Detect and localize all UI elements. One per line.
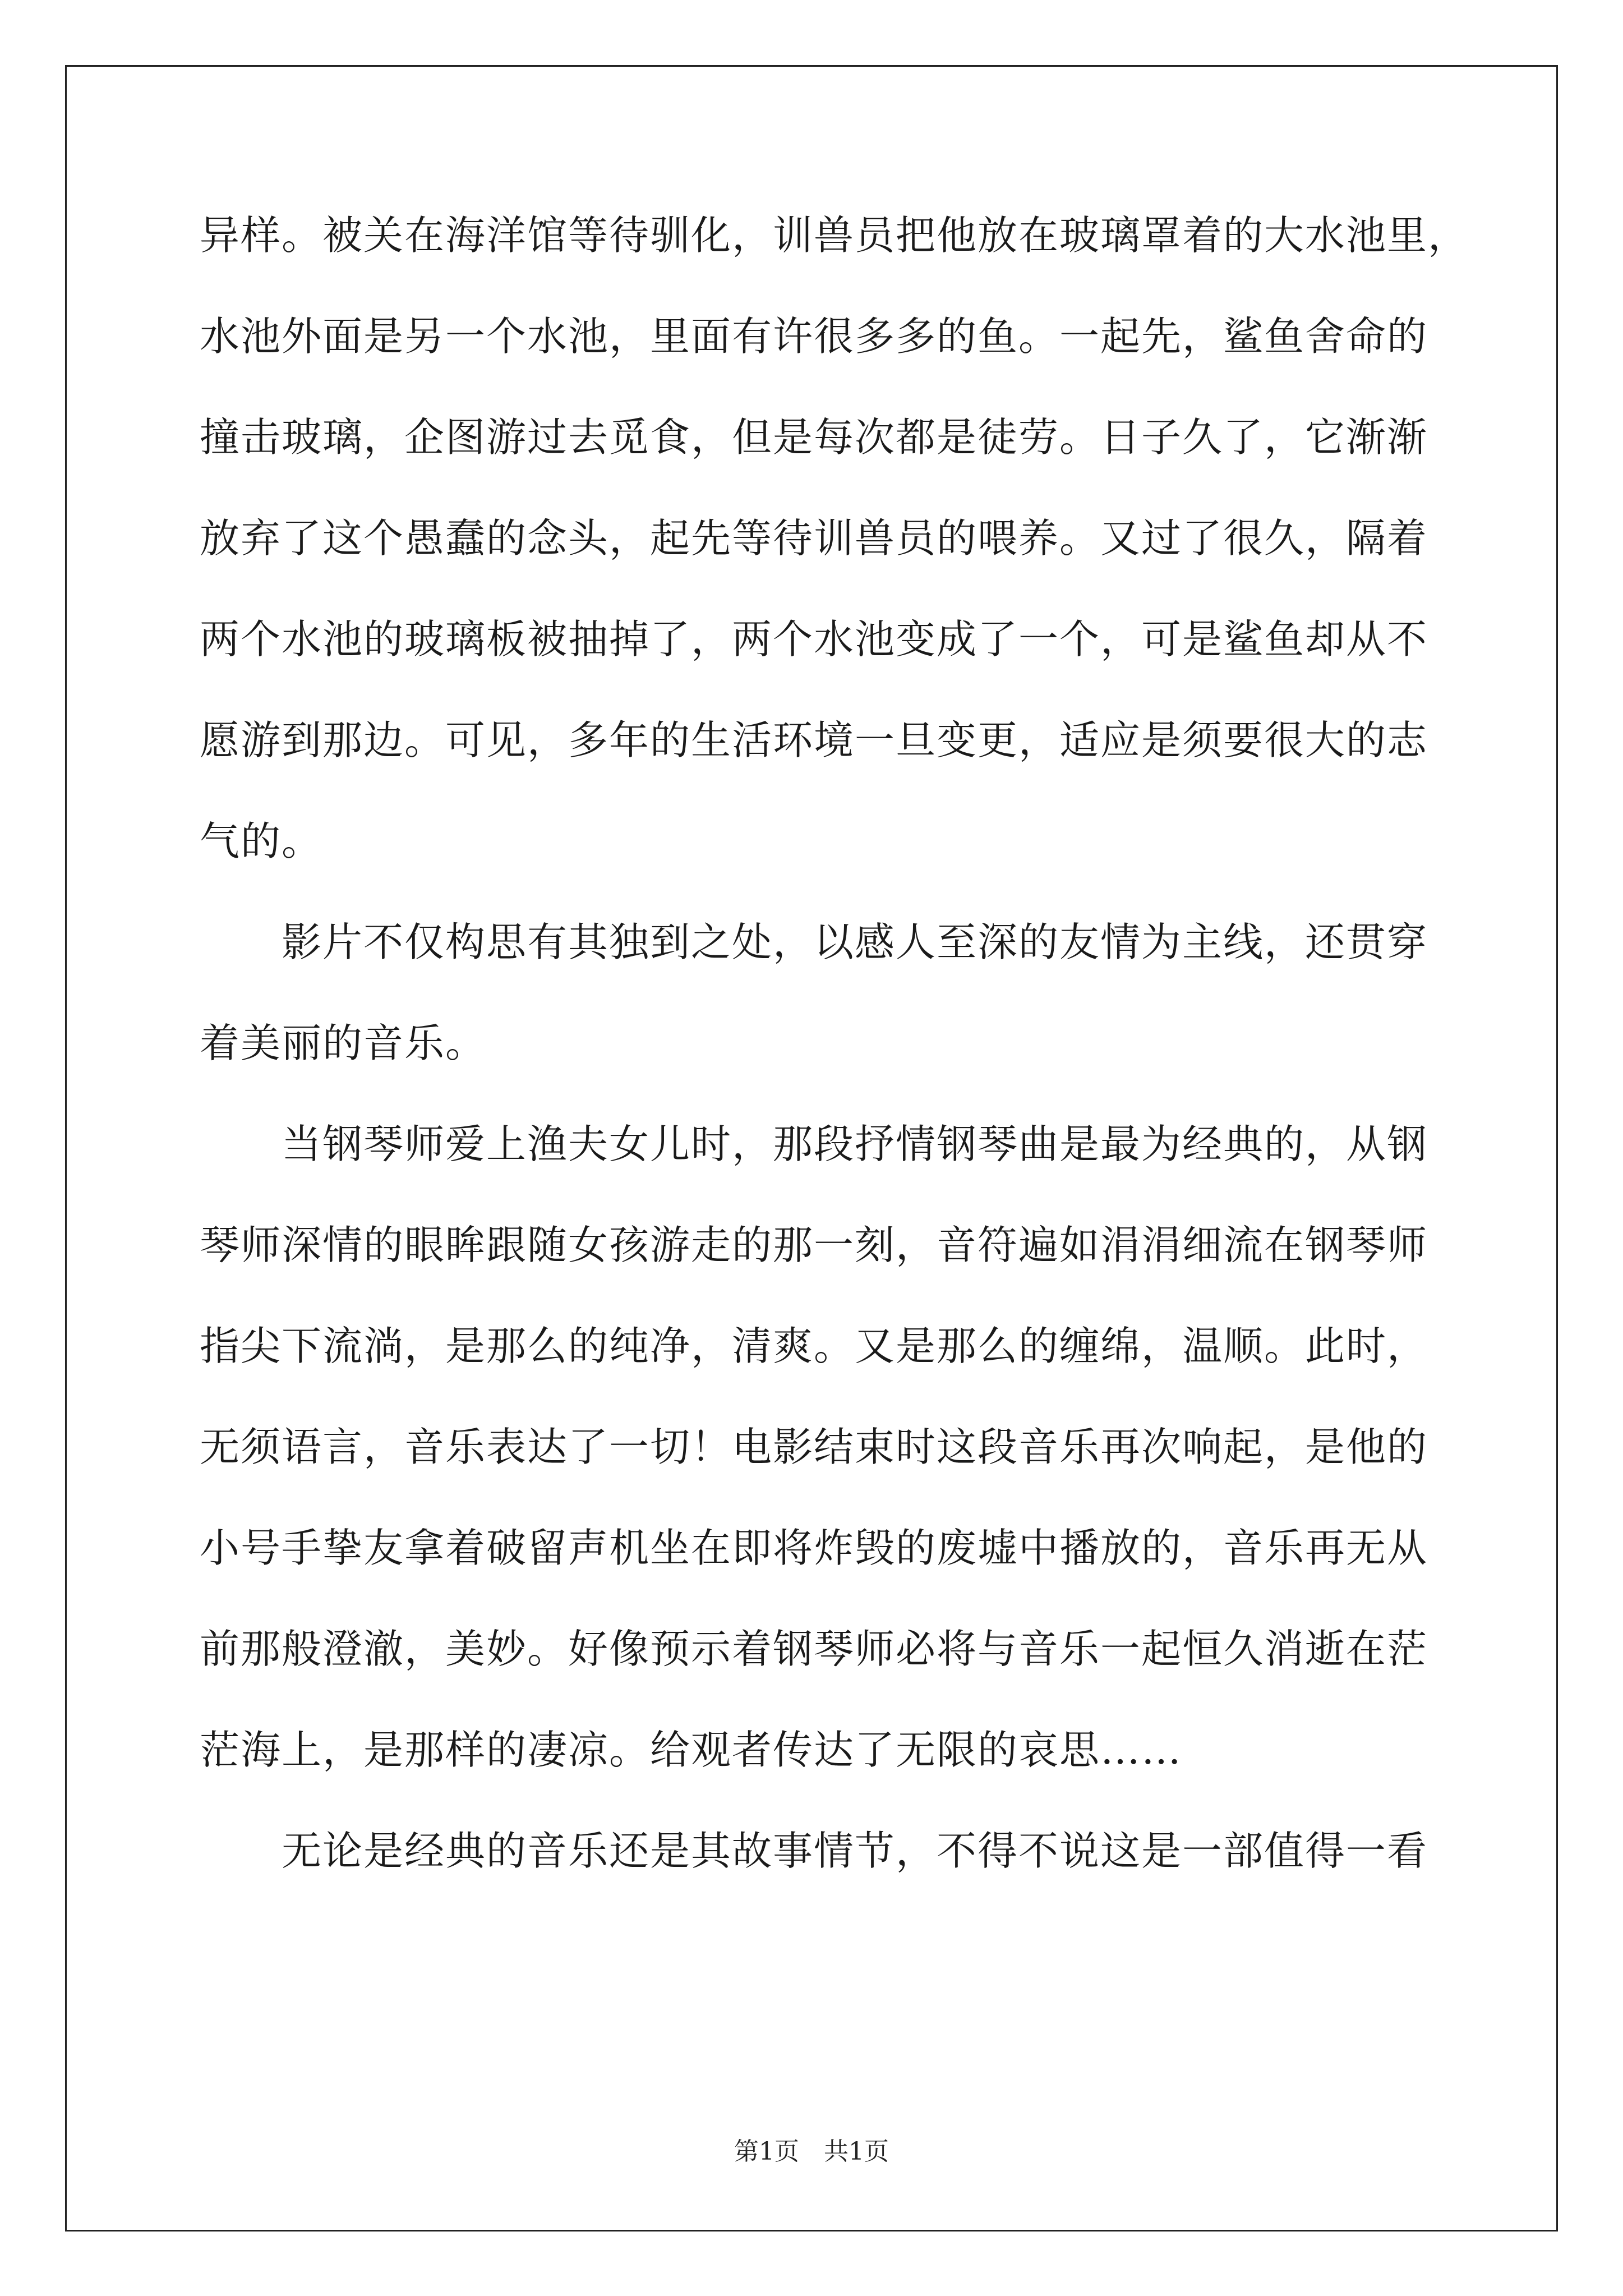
text-line-9: 着美丽的音乐。 (200, 1020, 487, 1066)
text-line-4: 放弃了这个愚蠢的念头，起先等待训兽员的喂养。又过了很久，隔着 (200, 515, 1428, 562)
paragraph-start-line-8: 影片不仅构思有其独到之处，以感人至深的友情为主线，还贯穿 (282, 919, 1428, 965)
text-line-14: 小号手挚友拿着破留声机坐在即将炸毁的废墟中播放的，音乐再无从 (200, 1525, 1428, 1571)
text-line-3: 撞击玻璃，企图游过去觅食，但是每次都是徒劳。日子久了，它渐渐 (200, 414, 1428, 461)
text-line-2: 水池外面是另一个水池，里面有许很多多的鱼。一起先，鲨鱼舍命的 (200, 313, 1428, 360)
text-line-5: 两个水池的玻璃板被抽掉了，两个水池变成了一个，可是鲨鱼却从不 (200, 616, 1428, 662)
text-line-1: 异样。被关在海洋馆等待驯化，训兽员把他放在玻璃罩着的大水池里， (200, 212, 1469, 259)
paragraph-start-line-10: 当钢琴师爱上渔夫女儿时，那段抒情钢琴曲是最为经典的，从钢 (282, 1121, 1428, 1167)
text-line-12: 指尖下流淌，是那么的纯净，清爽。又是那么的缠绵，温顺。此时， (200, 1323, 1428, 1369)
text-line-16: 茫海上，是那样的凄凉。给观者传达了无限的哀思…… (200, 1727, 1183, 1773)
text-line-15: 前那般澄澈，美妙。好像预示着钢琴师必将与音乐一起恒久消逝在茫 (200, 1626, 1428, 1672)
text-line-6: 愿游到那边。可见，多年的生活环境一旦变更，适应是须要很大的志 (200, 717, 1428, 763)
text-line-13: 无须语言，音乐表达了一切！电影结束时这段音乐再次响起，是他的 (200, 1424, 1428, 1470)
paragraph-start-line-17: 无论是经典的音乐还是其故事情节，不得不说这是一部值得一看 (282, 1828, 1428, 1874)
page-number-footer: 第1页 共1页 (734, 2137, 889, 2166)
text-line-11: 琴师深情的眼眸跟随女孩游走的那一刻，音符遍如涓涓细流在钢琴师 (200, 1222, 1428, 1268)
text-line-7: 气的。 (200, 818, 323, 864)
document-body (200, 185, 1469, 1902)
